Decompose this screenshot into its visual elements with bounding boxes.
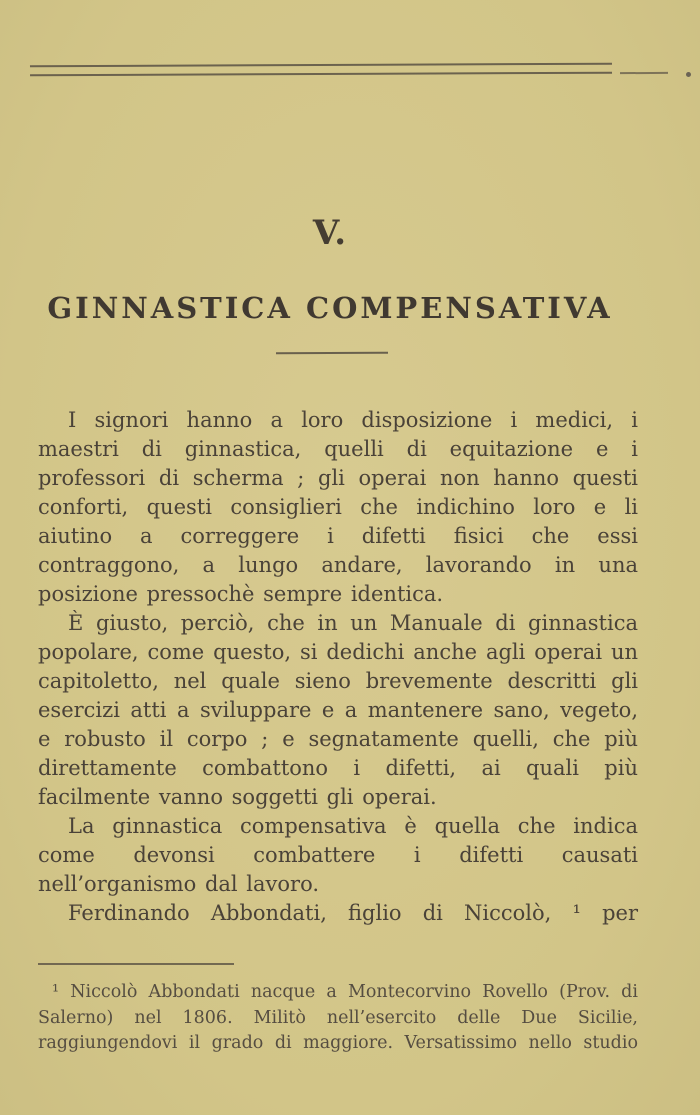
paragraph: È giusto, perciò, che in un Manuale di ginnastica popolare, come questo, si dedichi anche agli operai un capitoletto, nel quale sieno brevemente descritti gli esercizi atti a sviluppare e a mantenere sano, vegeto, e robusto il corpo ; e segnatamente quelli, che più direttamente combattono i difetti, ai quali più facilmente vanno soggetti gli operai. [38, 611, 638, 809]
chapter-title: GINNASTICA COMPENSATIVA [47, 291, 613, 325]
title-divider [276, 352, 388, 355]
footnote-divider [38, 963, 234, 965]
top-rule-tail [620, 72, 668, 74]
paragraph: I signori hanno a loro disposizione i medici, i maestri di ginnastica, quelli di equitazione e i professori di scherma ; gli operai non hanno questi conforti, questi consiglieri che indichino loro e li aiutino a correggere i difetti fisici che essi contraggono, a lungo andare, lavorando in una posizione pressochè sempre identica. [38, 408, 638, 606]
paragraph: Ferdinando Abbondati, figlio di Niccolò, ¹ per [68, 901, 638, 925]
scan-speck [686, 72, 691, 77]
paragraph: La ginnastica compensativa è quella che indica come devonsi combattere i difetti causati nell’organismo dal lavoro. [38, 814, 638, 896]
footnote: ¹ Niccolò Abbondati nacque a Montecorvino Rovello (Prov. di Salerno) nel 1806. Militò nell’esercito delle Due Sicilie, raggiungendovi il grado di maggiore. Versatissimo nello studio [38, 982, 638, 1053]
top-double-rule [30, 63, 612, 77]
chapter-number: V. [312, 213, 348, 253]
body-text [38, 406, 638, 928]
